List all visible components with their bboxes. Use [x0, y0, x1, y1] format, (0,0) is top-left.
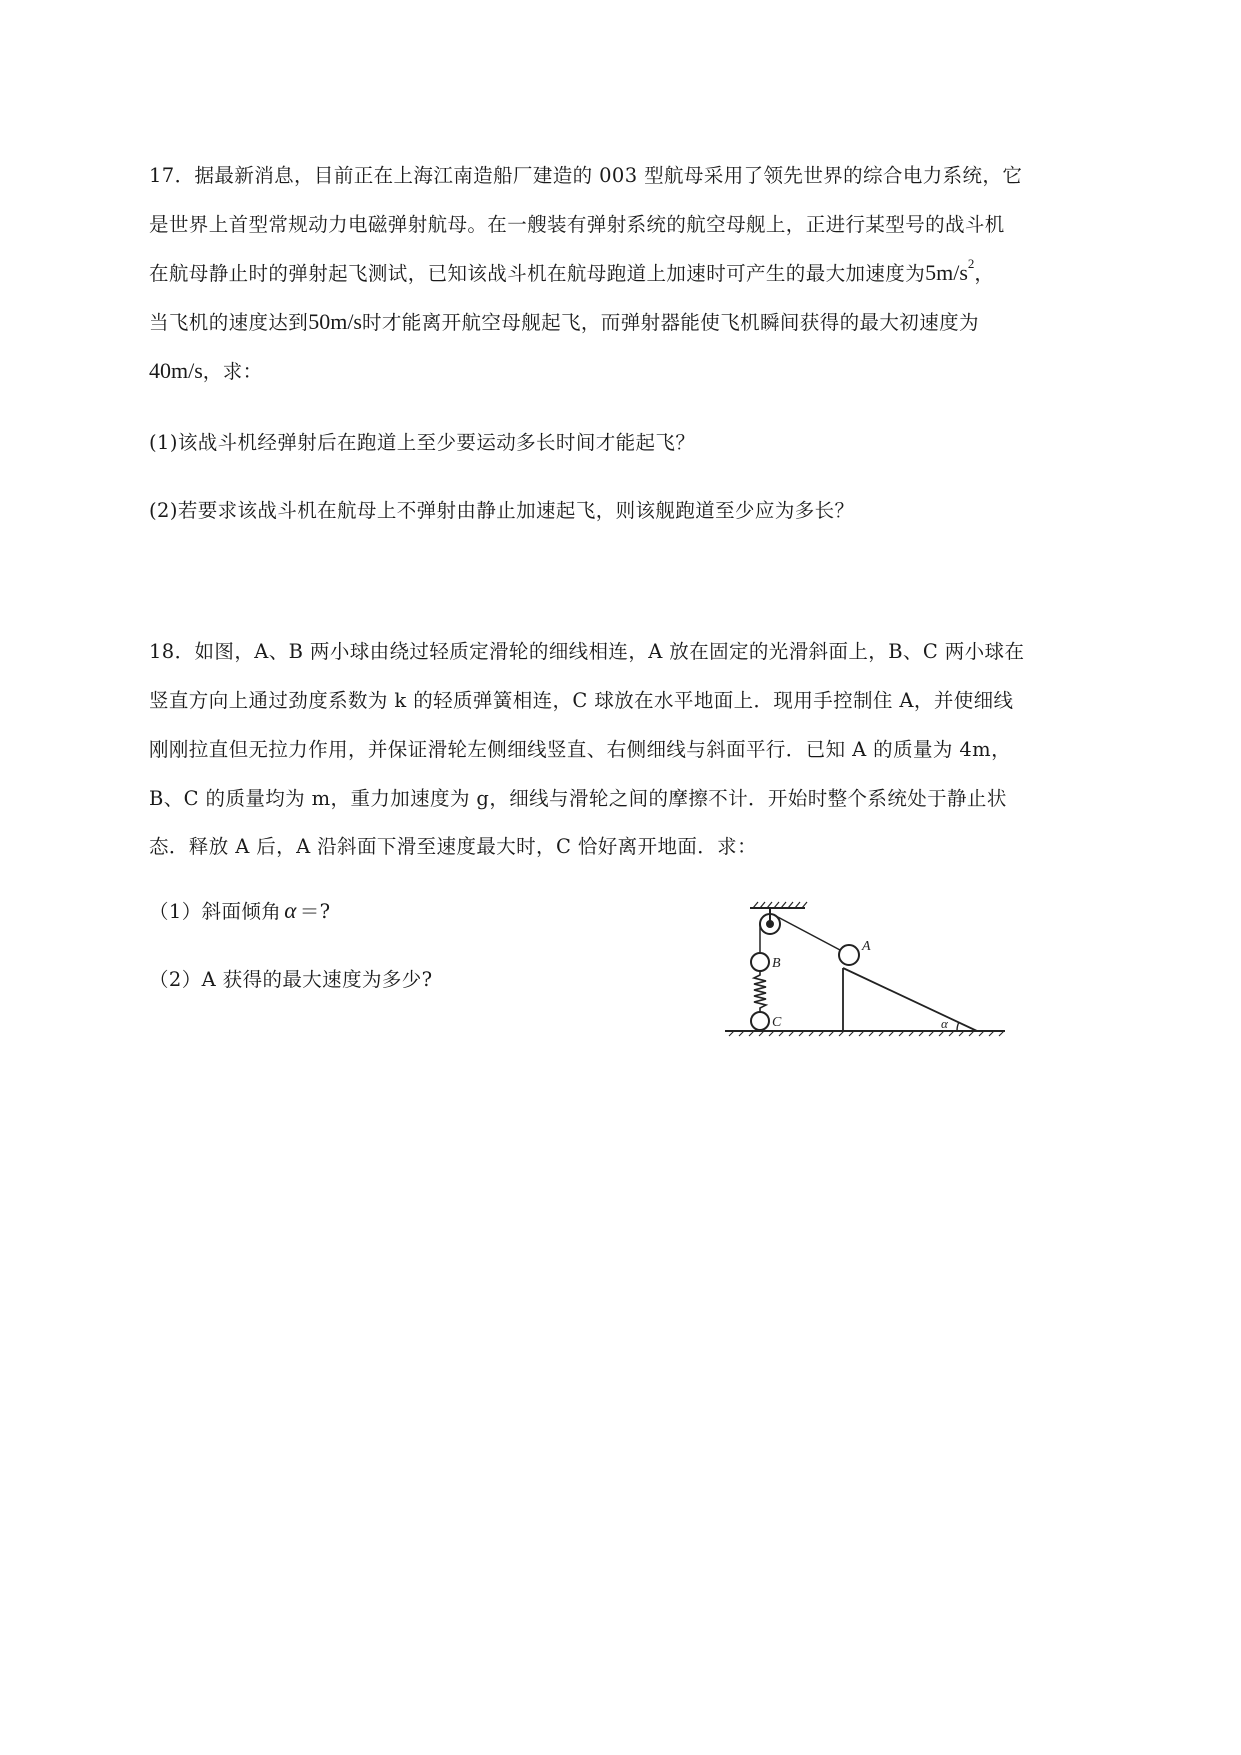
ball-c: [751, 1012, 769, 1030]
pulley-axle: [767, 921, 773, 927]
pulley-incline-figure: [725, 900, 1010, 1050]
q18-sub-question-1: [149, 896, 330, 924]
alpha-symbol: α: [284, 898, 297, 923]
q17-line-3-text: 在航母静止时的弹射起飞测试，已知该战斗机在航母跑道上加速时可产生的最大加速度为: [149, 262, 926, 285]
label-a: A: [862, 939, 871, 954]
q17-sub-question-2: (2)若要求该战斗机在航母上不弹射由静止加速起飞，则该舰跑道至少应为多长？: [149, 499, 855, 522]
q17-line-5-post: ，求：: [202, 360, 263, 383]
q17-initial-speed-value: 40m/s: [149, 358, 203, 383]
q17-takeoff-speed-value: 50m/s: [308, 309, 362, 334]
ball-a: [839, 945, 859, 965]
q17-line-2: 是世界上首型常规动力电磁弹射航母。在一艘装有弹射系统的航空母舰上，正进行某型号的战斗机: [149, 213, 1005, 236]
q17-line-5: [149, 356, 263, 384]
string-slope: [774, 915, 840, 950]
label-c: C: [772, 1015, 782, 1030]
label-alpha: α: [941, 1016, 948, 1031]
q17-line-4: [149, 307, 979, 335]
q17-line-4-pre: 当飞机的速度达到: [149, 311, 309, 334]
q18-line-2: 竖直方向上通过劲度系数为 k 的轻质弹簧相连，C 球放在水平地面上．现用手控制住 A，并使细线: [149, 689, 1014, 712]
spring: [754, 971, 766, 1012]
q18-sub-question-2: （2）A 获得的最大速度为多少?: [149, 968, 433, 991]
q17-sub-question-1: (1)该战斗机经弹射后在跑道上至少要运动多长时间才能起飞？: [149, 431, 696, 454]
q17-line-3: [149, 255, 995, 286]
q18-line-3: 刚刚拉直但无拉力作用，并保证滑轮左侧细线竖直、右侧细线与斜面平行．已知 A 的质量为 4m，: [149, 738, 1011, 761]
angle-arc: [957, 1022, 959, 1031]
q18-line-5: 态．释放 A 后，A 沿斜面下滑至速度最大时，C 恰好离开地面．求：: [149, 835, 757, 858]
q17-acceleration-value: $5m/s^2$: [925, 255, 975, 285]
incline-slope: [843, 968, 977, 1031]
q18-line-4: B、C 的质量均为 m，重力加速度为 g，细线与滑轮之间的摩擦不计．开始时整个系统处于静止状: [149, 787, 1007, 810]
q17-line-1: 17．据最新消息，目前正在上海江南造船厂建造的 003 型航母采用了领先世界的综合电力系统，它: [149, 164, 1023, 187]
q17-line-3-tail: ，: [974, 262, 995, 285]
q18-sub-1-post: ＝?: [299, 900, 331, 923]
q17-line-4-post: 时才能离开航空母舰起飞，而弹射器能使飞机瞬间获得的最大初速度为: [362, 311, 979, 334]
label-b: B: [772, 956, 781, 971]
q18-sub-1-pre: （1）斜面倾角: [149, 900, 282, 923]
ball-b: [751, 953, 769, 971]
q17-acceleration-exponent: 2: [967, 255, 975, 271]
q18-line-1: 18．如图，A、B 两小球由绕过轻质定滑轮的细线相连，A 放在固定的光滑斜面上，B、C 两小球在: [149, 640, 1025, 663]
